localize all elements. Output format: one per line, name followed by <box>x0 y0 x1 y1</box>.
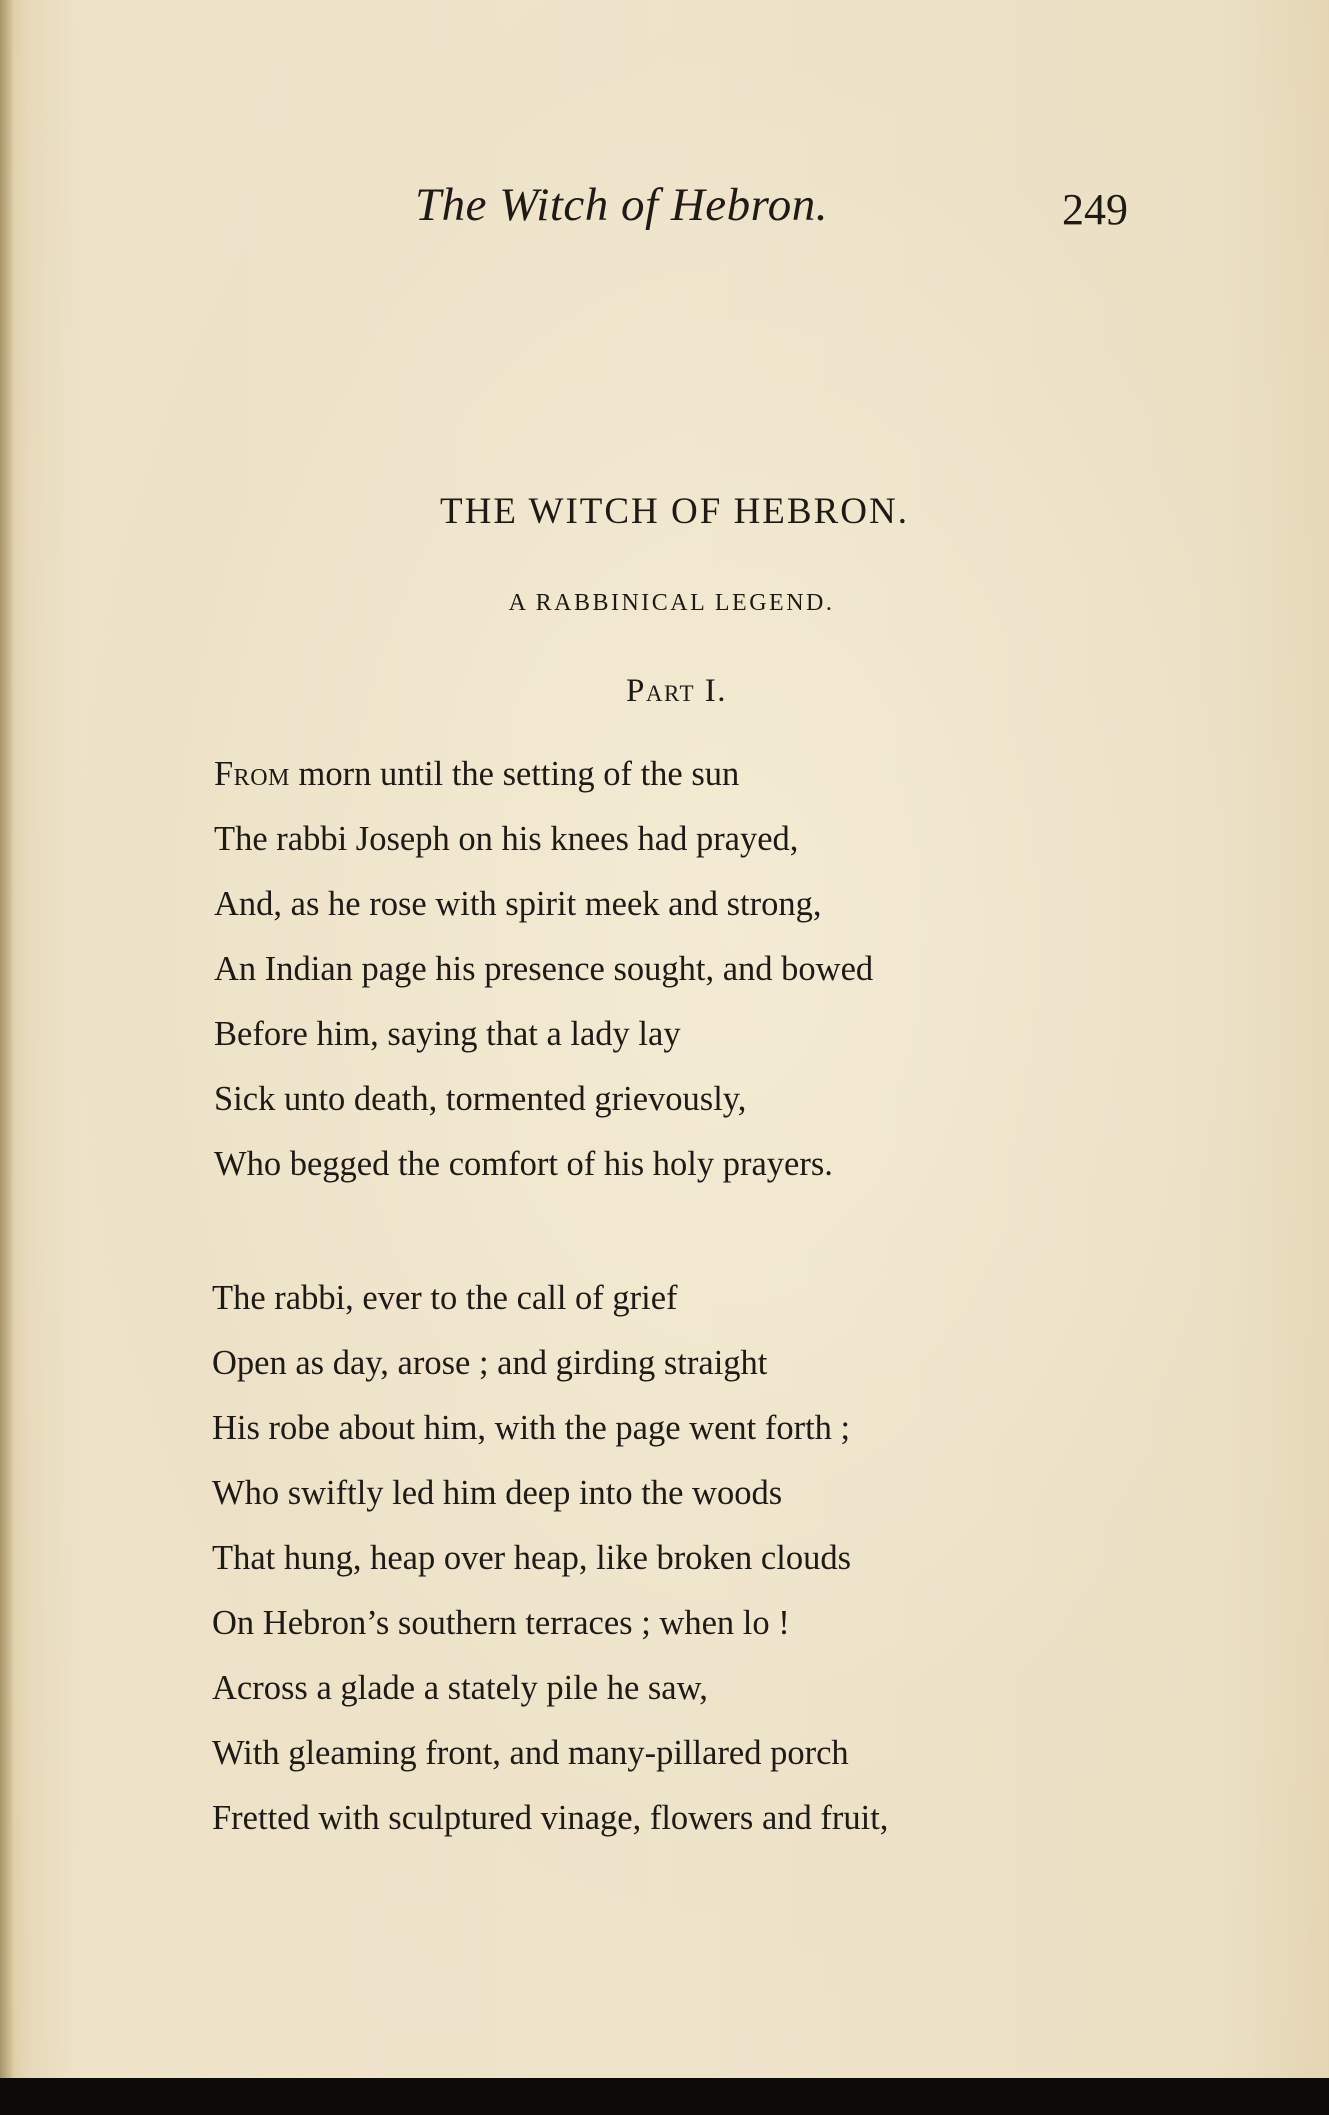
part-heading: Part I. <box>626 673 727 709</box>
poem-subtitle: A RABBINICAL LEGEND. <box>508 590 835 616</box>
poem-line <box>214 742 1114 807</box>
poem-line: That hung, heap over heap, like broken clouds <box>212 1539 852 1577</box>
first-line-rest: morn until the setting of the sun <box>289 755 740 793</box>
poem-line: His robe about him, with the page went forth ; <box>212 1409 851 1447</box>
poem-line: With gleaming front, and many-pillared porch <box>212 1734 849 1772</box>
poem-line: Who begged the comfort of his holy prayers. <box>214 1145 833 1183</box>
poem-line: Before him, saying that a lady lay <box>214 1015 681 1053</box>
poem-line: Across a glade a stately pile he saw, <box>212 1669 708 1707</box>
stanza-1 <box>214 742 1114 1197</box>
poem-line: Who swiftly led him deep into the woods <box>212 1474 783 1512</box>
page-spine-edge <box>0 0 14 2078</box>
poem-line: And, as he rose with spirit meek and strong, <box>214 885 822 923</box>
stanza-2 <box>212 1266 1112 1851</box>
poem-line: On Hebron’s southern terraces ; when lo ! <box>212 1604 790 1642</box>
lead-word: From <box>214 755 290 793</box>
running-title: The Witch of Hebron. <box>415 179 828 231</box>
page-number: 249 <box>1062 185 1128 234</box>
poem-line: The rabbi Joseph on his knees had prayed, <box>214 820 799 858</box>
running-head <box>0 178 1329 248</box>
poem-line: Fretted with sculptured vinage, flowers and fruit, <box>212 1799 889 1837</box>
poem-line: Open as day, arose ; and girding straight <box>212 1344 768 1382</box>
poem-title: THE WITCH OF HEBRON. <box>440 491 909 532</box>
poem-line: The rabbi, ever to the call of grief <box>212 1279 678 1317</box>
poem-line: Sick unto death, tormented grievously, <box>214 1080 747 1118</box>
poem-line: An Indian page his presence sought, and bowed <box>214 950 874 988</box>
scan-bottom-band <box>0 2078 1329 2115</box>
